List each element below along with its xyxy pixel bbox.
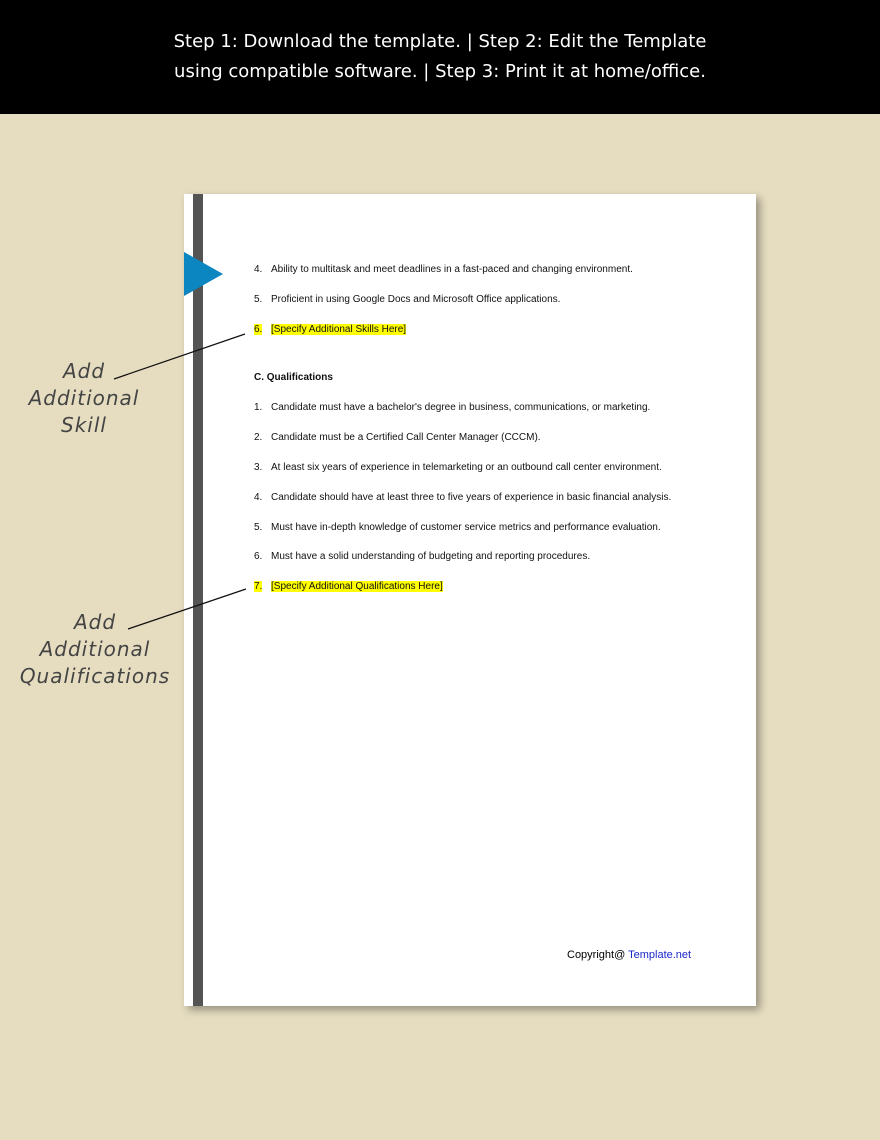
item-text: At least six years of experience in telemarketing or an outbound call center environment. [271, 462, 662, 473]
callout-line: Skill [61, 413, 107, 437]
item-number: 7. [254, 581, 263, 592]
triangle-pointer-icon [184, 252, 223, 296]
item-text: Candidate must have a bachelor's degree in business, communications, or marketing. [271, 402, 651, 413]
callout-line: Qualifications [19, 664, 171, 688]
instruction-banner [0, 0, 880, 114]
item-text: Must have a solid understanding of budgeting and reporting procedures. [271, 551, 591, 562]
item-text[interactable]: [Specify Additional Qualifications Here] [271, 581, 443, 592]
banner-line-2: using compatible software. | Step 3: Print it at home/office. [174, 61, 706, 82]
item-number: 6. [254, 324, 263, 335]
item-number: 6. [254, 551, 263, 562]
item-text: Candidate must be a Certified Call Center Manager (CCCM). [271, 432, 541, 443]
callout-line: Additional [39, 637, 151, 661]
qualifications-heading: C. Qualifications [254, 372, 333, 383]
page-sidebar-bar [193, 194, 203, 1006]
item-number: 4. [254, 492, 263, 503]
copyright-footer [567, 949, 691, 961]
item-number: 4. [254, 264, 263, 275]
callout-line: Additional [28, 386, 140, 410]
document-page [184, 194, 756, 1006]
banner-line-1: Step 1: Download the template. | Step 2: Edit the Template [173, 31, 707, 52]
item-text: Ability to multitask and meet deadlines in a fast-paced and changing environment. [271, 264, 633, 275]
callout-add-qualifications [12, 609, 178, 690]
item-text[interactable]: [Specify Additional Skills Here] [271, 324, 407, 335]
item-number: 2. [254, 432, 263, 443]
item-number: 3. [254, 462, 263, 473]
callout-add-skill [14, 358, 154, 439]
item-number: 1. [254, 402, 263, 413]
item-number: 5. [254, 522, 263, 533]
copyright-text: Copyright@ [567, 949, 629, 961]
callout-line: Add [62, 359, 106, 383]
callout-line: Add [73, 610, 117, 634]
item-text: Candidate should have at least three to five years of experience in basic financial analysis. [271, 492, 672, 503]
item-number: 5. [254, 294, 263, 305]
item-text: Must have in-depth knowledge of customer service metrics and performance evaluation. [271, 522, 661, 533]
item-text: Proficient in using Google Docs and Microsoft Office applications. [271, 294, 561, 305]
template-net-link[interactable]: Template.net [628, 949, 692, 961]
